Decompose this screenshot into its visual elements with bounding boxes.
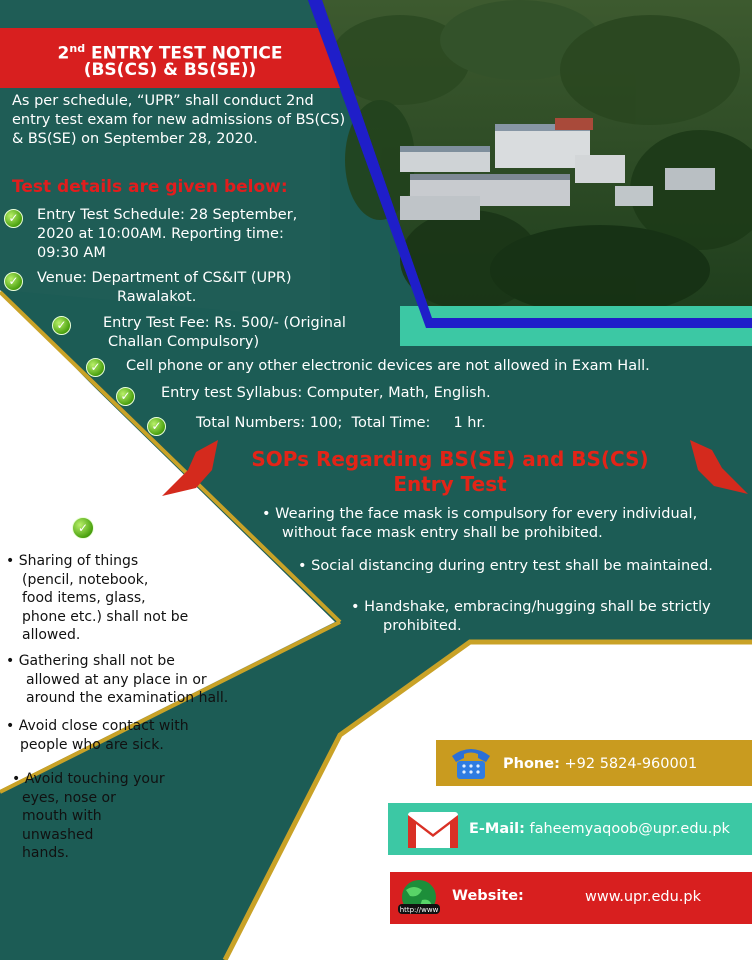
check-icon: ✓ [147,417,166,436]
check-icon: ✓ [52,316,71,335]
left-bullet-touching: • Avoid touching your eyes, nose or mouth with unwashed hands. [12,771,165,861]
detail-item-fee: Entry Test Fee: Rs. 500/- (Original Challan Compulsory) [103,315,346,350]
left-bullet-sharing: • Sharing of things (pencil, notebook, food items, glass, phone etc.) shall not be allowed. [6,553,189,643]
check-icon: ✓ [116,387,135,406]
globe-icon [396,876,442,922]
sop-item-distancing: • Social distancing during entry test shall be maintained. [298,558,713,574]
title-line-1: 2nd ENTRY TEST NOTICE [57,42,283,64]
detail-item-syllabus: Entry test Syllabus: Computer, Math, English. [161,385,491,401]
left-bullet-contact: • Avoid close contact with people who are sick. [6,718,189,753]
svg-text:http://www: http://www [399,906,439,914]
detail-item-schedule: Entry Test Schedule: 28 September, 2020 at 10:00AM. Reporting time: 09:30 AM [37,207,298,261]
website-label: Website: [452,888,524,904]
details-heading: Test details are given below: [12,177,288,197]
telephone-icon [448,744,494,782]
check-icon: ✓ [4,209,23,228]
detail-item-devices: Cell phone or any other electronic devices are not allowed in Exam Hall. [126,358,650,374]
detail-item-totals: Total Numbers: 100; Total Time: 1 hr. [196,415,486,431]
detail-item-venue: Venue: Department of CS&IT (UPR) Rawalakot. [37,270,292,305]
phone-line [503,756,697,772]
website-value[interactable]: www.upr.edu.pk [585,889,702,905]
check-icon: ✓ [72,517,94,539]
sops-heading: SOPs Regarding BS(SE) and BS(CS) Entry Test [251,447,649,496]
sop-item-handshake: • Handshake, embracing/hugging shall be strictly prohibited. [351,599,711,634]
email-line [469,821,730,837]
sop-item-mask: • Wearing the face mask is compulsory for every individual, without face mask entry shall be prohibited. [262,506,698,541]
email-value[interactable]: faheemyaqoob@upr.edu.pk [529,821,730,837]
intro-text: As per schedule, “UPR” shall conduct 2nd entry test exam for new admissions of BS(CS) & BS(SE) on September 28, 2020. [12,93,346,147]
gmail-icon [406,808,460,850]
check-icon: ✓ [4,272,23,291]
phone-value[interactable]: +92 5824-960001 [564,756,698,772]
phone-label: Phone: [503,756,560,772]
email-label: E-Mail: [469,821,525,837]
left-bullet-gathering: • Gathering shall not be allowed at any place in or around the examination hall. [6,653,229,706]
title-line-2: (BS(CS) & BS(SE)) [83,60,257,80]
check-icon: ✓ [86,358,105,377]
